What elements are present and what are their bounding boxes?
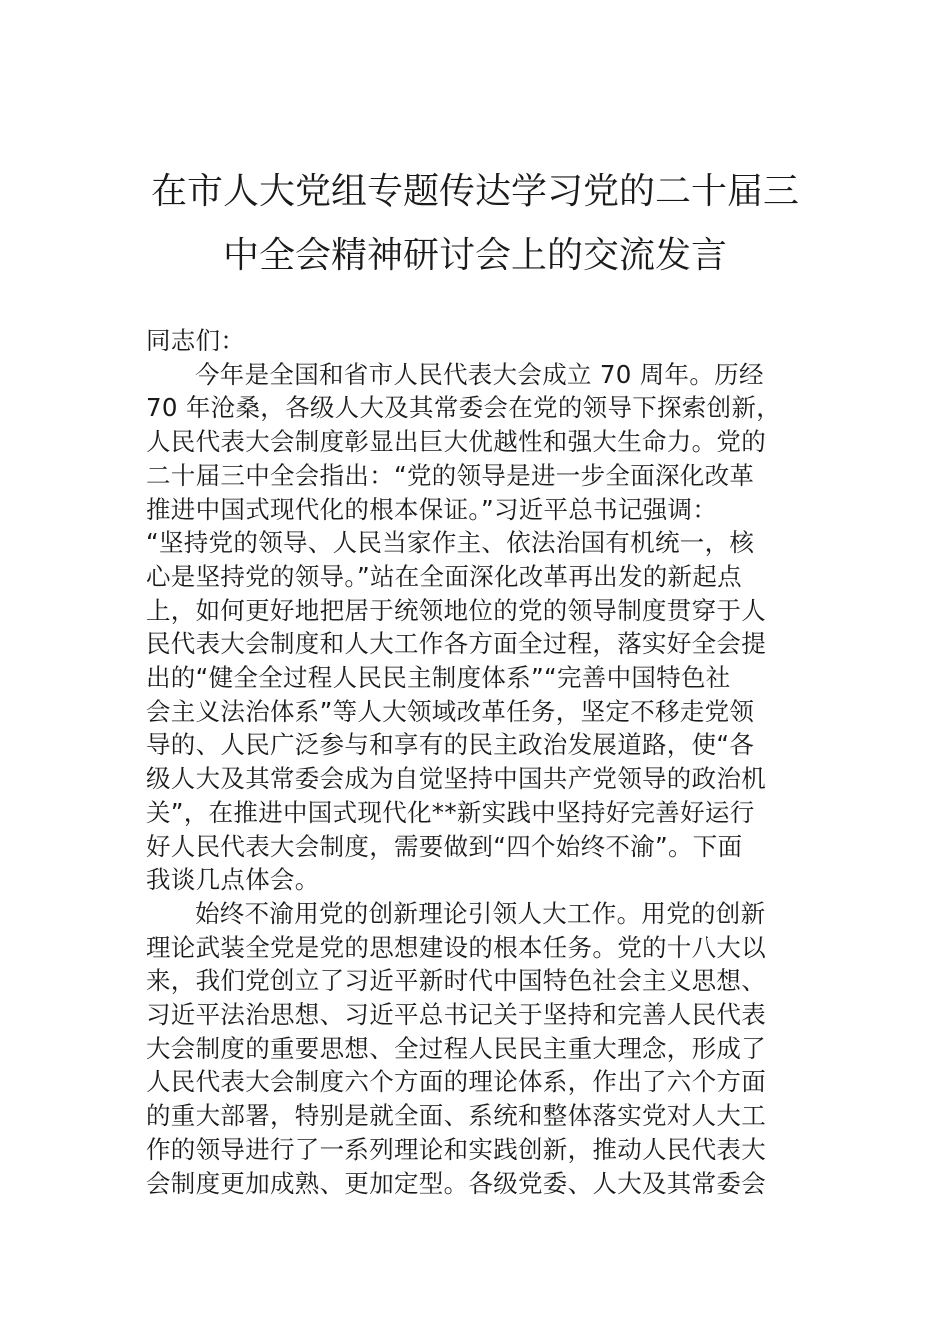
paragraph-line: 来，我们党创立了习近平新时代中国特色社会主义思想、 xyxy=(146,966,766,996)
paragraph-line: 会主义法治体系”等人大领域改革任务，坚定不移走党领 xyxy=(146,696,755,726)
paragraph-line: 好人民代表大会制度，需要做到“四个始终不渝”。下面 xyxy=(146,831,743,861)
paragraph-line: “坚持党的领导、人民当家作主、依法治国有机统一，核 xyxy=(146,528,755,558)
paragraph-line: 理论武装全党是党的思想建设的根本任务。党的十八大以 xyxy=(146,932,766,962)
paragraph-line: 会制度更加成熟、更加定型。各级党委、人大及其常委会 xyxy=(146,1168,766,1198)
paragraph-line: 人民代表大会制度彰显出巨大优越性和强大生命力。党的 xyxy=(146,427,766,457)
paragraph-line: 人民代表大会制度六个方面的理论体系，作出了六个方面 xyxy=(146,1067,766,1097)
paragraph-line: 心是坚持党的领导。”站在全面深化改革再出发的新起点 xyxy=(146,561,742,591)
paragraph-line: 大会制度的重要思想、全过程人民民主重大理念，形成了 xyxy=(146,1033,766,1063)
paragraph-line: 的重大部署，特别是就全面、系统和整体落实党对人大工 xyxy=(146,1101,766,1131)
paragraph-line: 今年是全国和省市人民代表大会成立 70 周年。历经 xyxy=(195,359,764,389)
paragraph-line: 出的“健全全过程人民民主制度体系”“完善中国特色社 xyxy=(146,663,731,693)
paragraph-line: 级人大及其常委会成为自觉坚持中国共产党领导的政治机 xyxy=(146,764,766,794)
title-line: 在市人大党组专题传达学习党的二十届三 xyxy=(150,171,799,212)
document-title xyxy=(140,160,810,288)
title-line: 中全会精神研讨会上的交流发言 xyxy=(222,235,727,276)
paragraph-line: 二十届三中全会指出：“党的领导是进一步全面深化改革 xyxy=(146,460,755,490)
paragraph-line: 上，如何更好地把居于统领地位的党的领导制度贯穿于人 xyxy=(146,595,766,625)
paragraph-line: 民代表大会制度和人大工作各方面全过程，落实好全会提 xyxy=(146,629,766,659)
salutation: 同志们： xyxy=(146,326,246,355)
document-body xyxy=(146,324,810,1200)
paragraph-line: 70 年沧桑，各级人大及其常委会在党的领导下探索创新， xyxy=(146,393,782,423)
paragraph-line: 导的、人民广泛参与和享有的民主政治发展道路，使“各 xyxy=(146,730,755,760)
paragraph-line: 习近平法治思想、习近平总书记关于坚持和完善人民代表 xyxy=(146,1000,766,1030)
paragraph-1 xyxy=(146,358,810,897)
paragraph-line: 关”，在推进中国式现代化**新实践中坚持好完善好运行 xyxy=(146,797,755,827)
paragraph-line: 始终不渝用党的创新理论引领人大工作。用党的创新 xyxy=(195,898,766,928)
paragraph-line: 作的领导进行了一系列理论和实践创新，推动人民代表大 xyxy=(146,1134,766,1164)
paragraph-line: 推进中国式现代化的根本保证。”习近平总书记强调： xyxy=(146,494,718,524)
paragraph-line: 我谈几点体会。 xyxy=(146,865,320,895)
paragraph-2 xyxy=(146,897,810,1200)
